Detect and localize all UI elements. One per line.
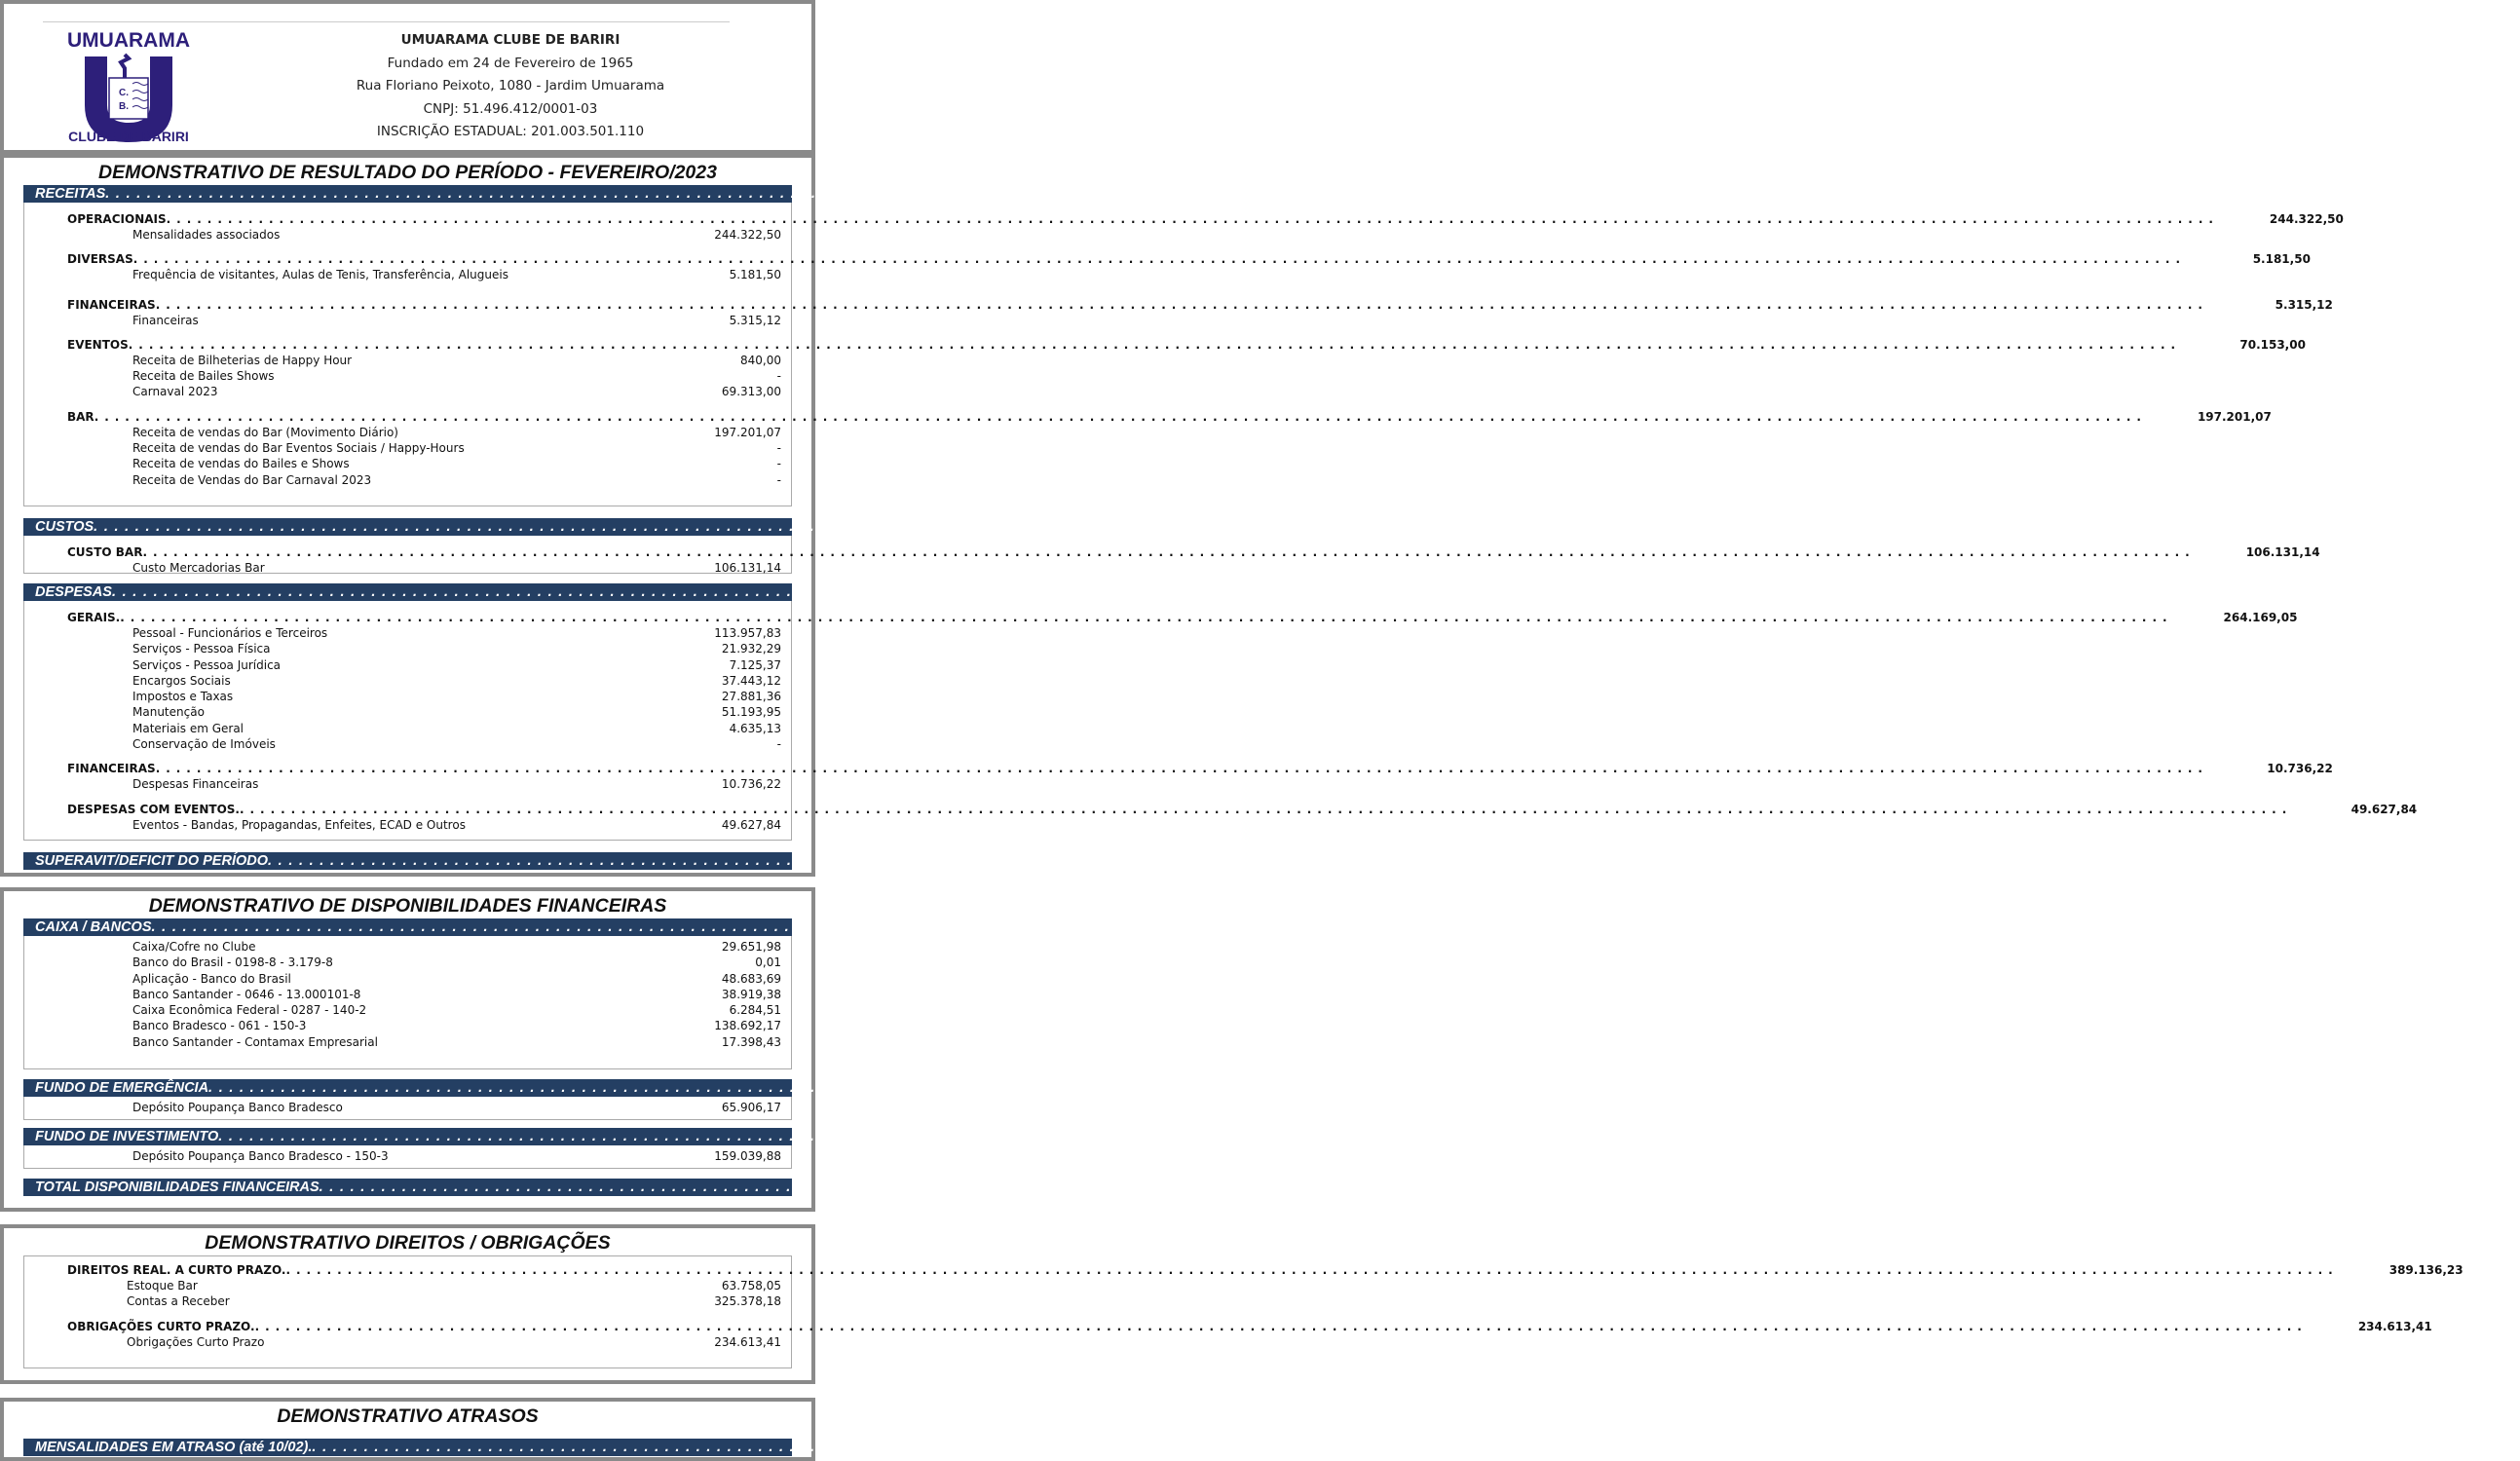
bar-value: 65.906,17 bbox=[2346, 1080, 2410, 1096]
club-info bbox=[316, 29, 705, 144]
line-item bbox=[67, 560, 781, 576]
line-item-label: Depósito Poupança Banco Bradesco - 150-3 bbox=[132, 1149, 389, 1163]
line-item bbox=[67, 227, 781, 243]
line-item-label: Despesas Financeiras bbox=[132, 777, 259, 792]
group-label: BAR bbox=[67, 409, 94, 424]
section-title: DEMONSTRATIVO DE DISPONIBILIDADES FINANCEIRAS bbox=[148, 895, 667, 917]
group bbox=[67, 761, 2203, 776]
line-item-label: Receita de Vendas do Bar Carnaval 2023 bbox=[132, 472, 372, 487]
line-item-value: 197.201,07 bbox=[714, 425, 781, 439]
statement-panel bbox=[0, 1224, 2464, 1384]
group bbox=[67, 802, 2287, 817]
account-group bbox=[67, 1262, 2464, 1310]
group-total: 5.315,12 bbox=[2275, 297, 2333, 312]
account-group bbox=[67, 761, 2333, 792]
bar-label: MENSALIDADES EM ATRASO (até 10/02). bbox=[35, 1440, 313, 1455]
dot-leader: . . . . . . . . . . . . . . . . . . . . . . . . . . . . . . . . . . . . . . . . . . . . . . . . . . . . . . . . . . . . . . . . . . . . . . . . . . . . . . . . . . . . . . . . . . . . . . . . . . . . . . . . . . . . . . . . . . . . . . . . . . . . . . . . . . . . . . . . . . . . . . . . . . . . . . . . . . . . . . . . . . . . . . . . . . . . . . . . . . . . . . . . . . . . . . . . . . . . . . . . bbox=[94, 409, 2142, 424]
line-item bbox=[67, 971, 781, 987]
account-group bbox=[67, 1100, 781, 1115]
group-label: DIREITOS REAL. A CURTO PRAZO. bbox=[67, 1263, 286, 1277]
account-group bbox=[67, 610, 2298, 752]
account-group bbox=[67, 1148, 781, 1164]
bar bbox=[35, 1080, 2279, 1096]
bar-label: RECEITAS bbox=[35, 186, 106, 202]
line-item-value: 113.957,83 bbox=[714, 626, 781, 640]
dot-leader: . . . . . . . . . . . . . . . . . . . . . . . . . . . . . . . . . . . . . . . . . . . . . . . . . . . . . . . . . . . . . . . . . . . . . . . . . . . . . . . . . . . . . . . . . . . . . . . . . . . . . . . . . . . . . . . . . . . . . . . . . . . . . . . . . . . . . . . . . . . . . . . . . . . . . . . . . . . . . . . . . . . . . . . . . . . . . . . . . . . . . . . . . . . . . . . . . . . . . . . . bbox=[155, 762, 2203, 776]
dot-leader: . . . . . . . . . . . . . . . . . . . . . . . . . . . . . . . . . . . . . . . . . . . . . . . . . . . . . . . . . . . . . . . . . . . . . . . . . . . . . . . . . . . . . . . . . . . . . . . . . . . . . . . . . . . . . . . . . . . . . . . . . . . . . . . . . . . . . . . . . . . . . . . . . . . . . . . . . . . . . . . . . . . . . . . . . . . . . . . . . . . . . . . . . . . . . . . . . . . . . . . . bbox=[132, 252, 2181, 267]
line-item-value: - bbox=[776, 472, 781, 487]
group-total: 244.322,50 bbox=[2269, 212, 2344, 226]
line-item bbox=[67, 736, 781, 752]
line-item-value: 106.131,14 bbox=[714, 561, 781, 575]
account-group bbox=[67, 802, 2418, 833]
bar-label: FUNDO DE INVESTIMENTO bbox=[35, 1129, 219, 1144]
group-label: OPERACIONAIS bbox=[67, 212, 167, 226]
dot-leader: . . . . . . . . . . . . . . . . . . . . . . . . . . . . . . . . . . . . . . . . . . . . . . . . . . . . . . . . . . . . . . . . . . . . . . . . . . . . . . . . . . . . . . . . . . . . . . . . . . . . . . . . . . . . . . . . . . . . . . . . . . . . . . . . . . . . . . . . . . . . . . . . . . . . . . . . . . . . . . . . . . . . . . . . . . . . . . . . . . . . . . . . . . . . . . . . . . . . . . . . bbox=[151, 919, 2223, 935]
line-item-label: Contas a Receber bbox=[127, 1294, 230, 1309]
group-header bbox=[67, 610, 2298, 625]
section-title: DEMONSTRATIVO DIREITOS / OBRIGAÇÕES bbox=[205, 1232, 611, 1254]
section-total-bar bbox=[23, 518, 2295, 536]
line-item-value: 7.125,37 bbox=[729, 657, 781, 672]
line-item-value: 325.378,18 bbox=[714, 1294, 781, 1309]
group bbox=[67, 409, 2142, 425]
line-item bbox=[67, 368, 781, 384]
section-box bbox=[23, 1145, 792, 1169]
line-item bbox=[67, 641, 781, 656]
group-label: EVENTOS bbox=[67, 337, 129, 352]
section-box bbox=[23, 601, 2418, 841]
bar-value: 159.039,88 bbox=[2348, 1129, 2420, 1144]
address: Rua Floriano Peixoto, 1080 - Jardim Umuarama bbox=[356, 78, 665, 94]
line-item-value: 4.635,13 bbox=[729, 721, 781, 735]
line-item-label: Conservação de Imóveis bbox=[132, 737, 276, 752]
dot-leader: . . . . . . . . . . . . . . . . . . . . . . . . . . . . . . . . . . . . . . . . . . . . . . . . . . . . . . . . . . . . . . . . . . . . . . . . . . . . . . . . . . . . . . . . . . . . . . . . . . . . . . . . . . . . . . . . . . . . . . . . . . . . . . . . . . . . . . . . . . . . . . . . . . . . . . . . . . . . . . . . . . . . . . . . . . . . . . . . . . . . . . . . . . . . . . . . . . . . . . . . bbox=[94, 519, 2165, 535]
line-item bbox=[67, 721, 781, 736]
line-item-value: 5.315,12 bbox=[729, 313, 781, 327]
group-label: OBRIGAÇÕES CURTO PRAZO. bbox=[67, 1319, 255, 1333]
svg-text:C.: C. bbox=[119, 88, 129, 98]
header-panel bbox=[0, 0, 815, 154]
group-header bbox=[67, 297, 2333, 313]
group-total: 49.627,84 bbox=[2351, 802, 2418, 816]
bar-label: FUNDO DE EMERGÊNCIA bbox=[35, 1080, 209, 1096]
line-item-label: Obrigações Curto Prazo bbox=[127, 1334, 265, 1349]
line-item bbox=[67, 384, 781, 399]
section-title: DEMONSTRATIVO ATRASOS bbox=[277, 1405, 539, 1427]
group-total: 264.169,05 bbox=[2223, 611, 2298, 624]
account-group bbox=[67, 297, 2333, 328]
group-header bbox=[67, 761, 2333, 776]
group-total: 197.201,07 bbox=[2197, 409, 2272, 424]
line-item-value: 51.193,95 bbox=[721, 705, 781, 720]
group-header bbox=[67, 251, 2311, 267]
line-item bbox=[67, 1148, 781, 1164]
account-group bbox=[67, 1319, 2432, 1350]
line-item-value: 21.932,29 bbox=[721, 642, 781, 656]
line-item-label: Banco Santander - Contamax Empresarial bbox=[132, 1034, 378, 1049]
section-box bbox=[23, 1255, 2464, 1368]
account-group bbox=[67, 337, 2306, 400]
line-item-label: Aplicação - Banco do Brasil bbox=[132, 971, 291, 986]
line-item-value: 10.736,22 bbox=[721, 777, 781, 792]
dot-leader: . . . . . . . . . . . . . . . . . . . . . . . . . . . . . . . . . . . . . . . . . . . . . . . . . . . . . . . . . . . . . . . . . . . . . . . . . . . . . . . . . . . . . . . . . . . . . . . . . . . . . . . . . . . . . . . . . . . . . . . . . . . . . . . . . . . . . . . . . . . . . . . . . . . . . . . . . . . . . . . . . . . . . . . . . . . . . . . . . . . . . . . . . . . . . . . . . . . . . . . . bbox=[312, 1440, 2384, 1455]
line-item-value: 49.627,84 bbox=[721, 817, 781, 832]
statement-panel bbox=[0, 154, 2469, 877]
line-item bbox=[67, 440, 781, 456]
bar bbox=[35, 1440, 2384, 1455]
group-label: DESPESAS COM EVENTOS. bbox=[67, 802, 240, 816]
line-item-label: Banco Bradesco - 061 - 150-3 bbox=[132, 1019, 307, 1033]
line-item-value: 840,00 bbox=[740, 353, 781, 367]
line-item-label: Materiais em Geral bbox=[132, 721, 244, 735]
bar bbox=[35, 919, 2223, 935]
group-label: GERAIS. bbox=[67, 611, 121, 624]
group bbox=[67, 1319, 2303, 1334]
logo-caption: CLUBE DE BARIRI bbox=[68, 129, 189, 144]
line-item-value: 17.398,43 bbox=[721, 1034, 781, 1049]
group-total: 106.131,14 bbox=[2245, 545, 2320, 559]
group-total: 234.613,41 bbox=[2357, 1319, 2432, 1333]
line-item-label: Receita de Bailes Shows bbox=[132, 369, 275, 384]
account-group bbox=[67, 409, 2272, 488]
dot-leader: . . . . . . . . . . . . . . . . . . . . . . . . . . . . . . . . . . . . . . . . . . . . . . . . . . . . . . . . . . . . . . . . . . . . . . . . . . . . . . . . . . . . . . . . . . . . . . . . . . . . . . . . . . . . . . . . . . . . . . . . . . . . . . . . . . . . . . . . . . . . . . . . . . . . . . . . . . . . . . . . . . . . . . . . . . . . . . . . . . . . . . . . . . . . . . . . . . . . . . . . bbox=[120, 611, 2168, 624]
line-item bbox=[67, 625, 781, 641]
line-item-label: Carnaval 2023 bbox=[132, 385, 218, 399]
line-item bbox=[67, 1002, 781, 1018]
section-total-bar bbox=[23, 1128, 2420, 1145]
account-group bbox=[67, 211, 2344, 243]
line-item bbox=[67, 987, 781, 1002]
line-item-label: Encargos Sociais bbox=[132, 673, 231, 688]
bar-label: DESPESAS bbox=[35, 584, 112, 600]
line-item-value: 0,01 bbox=[755, 955, 781, 970]
line-item-value: 37.443,12 bbox=[721, 673, 781, 688]
line-item-label: Estoque Bar bbox=[127, 1279, 198, 1292]
section-box bbox=[23, 203, 2344, 506]
dot-leader: . . . . . . . . . . . . . . . . . . . . . . . . . . . . . . . . . . . . . . . . . . . . . . . . . . . . . . . . . . . . . . . . . . . . . . . . . . . . . . . . . . . . . . . . . . . . . . . . . . . . . . . . . . . . . . . . . . . . . . . . . . . . . . . . . . . . . . . . . . . . . . . . . . . . . . . . . . . . . . . . . . . . . . . . . . . . . . . . . . . . . . . . . . . . . . . . . . . . . . . . bbox=[142, 545, 2191, 559]
line-item-label: Receita de vendas do Bar (Movimento Diário) bbox=[132, 425, 398, 439]
line-item-value: 38.919,38 bbox=[721, 987, 781, 1001]
bar-value: 9.600,00 bbox=[2458, 1440, 2513, 1455]
line-item bbox=[67, 776, 781, 792]
bar-label: CUSTOS bbox=[35, 519, 94, 535]
group bbox=[67, 297, 2203, 313]
dot-leader: . . . . . . . . . . . . . . . . . . . . . . . . . . . . . . . . . . . . . . . . . . . . . . . . . . . . . . . . . . . . . . . . . . . . . . . . . . . . . . . . . . . . . . . . . . . . . . . . . . . . . . . . . . . . . . . . . . . . . . . . . . . . . . . . . . . . . . . . . . . . . . . . . . . . . . . . . . . . . . . . . . . . . . . . . . . . . . . . . . . . . . . . . . . . . . . . . . . . . . . . bbox=[268, 853, 2340, 869]
line-item bbox=[67, 1100, 781, 1115]
section-total-bar bbox=[23, 1439, 2513, 1456]
bar-value: 522.173,19 bbox=[2235, 186, 2307, 202]
line-item-label: Serviços - Pessoa Jurídica bbox=[132, 657, 282, 672]
line-item-label: Custo Mercadorias Bar bbox=[132, 561, 265, 575]
line-item bbox=[67, 267, 781, 282]
group bbox=[67, 610, 2167, 625]
dot-leader: . . . . . . . . . . . . . . . . . . . . . . . . . . . . . . . . . . . . . . . . . . . . . . . . . . . . . . . . . . . . . . . . . . . . . . . . . . . . . . . . . . . . . . . . . . . . . . . . . . . . . . . . . . . . . . . . . . . . . . . . . . . . . . . . . . . . . . . . . . . . . . . . . . . . . . . . . . . . . . . . . . . . . . . . . . . . . . . . . . . . . . . . . . . . . . . . . . . . . . . . bbox=[128, 337, 2176, 352]
line-item-label: Mensalidades associados bbox=[132, 228, 281, 242]
bar-label: SUPERAVIT/DEFICIT DO PERÍODO bbox=[35, 853, 269, 869]
group-label: CUSTO BAR bbox=[67, 545, 143, 559]
group-label: FINANCEIRAS bbox=[67, 762, 156, 776]
dot-leader: . . . . . . . . . . . . . . . . . . . . . . . . . . . . . . . . . . . . . . . . . . . . . . . . . . . . . . . . . . . . . . . . . . . . . . . . . . . . . . . . . . . . . . . . . . . . . . . . . . . . . . . . . . . . . . . . . . . . . . . . . . . . . . . . . . . . . . . . . . . . . . . . . . . . . . . . . . . . . . . . . . . . . . . . . . . . . . . . . . . . . . . . . . . . . . . . . . . . . . . . bbox=[105, 186, 2177, 202]
section-total-bar bbox=[23, 852, 2469, 870]
group-total: 5.181,50 bbox=[2252, 252, 2311, 267]
line-item bbox=[67, 1034, 781, 1050]
dot-leader: . . . . . . . . . . . . . . . . . . . . . . . . . . . . . . . . . . . . . . . . . . . . . . . . . . . . . . . . . . . . . . . . . . . . . . . . . . . . . . . . . . . . . . . . . . . . . . . . . . . . . . . . . . . . . . . . . . . . . . . . . . . . . . . . . . . . . . . . . . . . . . . . . . . . . . . . . . . . . . . . . . . . . . . . . . . . . . . . . . . . . . . . . . . . . . . . . . . . . . . . bbox=[218, 1129, 2290, 1144]
line-item bbox=[67, 704, 781, 720]
line-item-label: Caixa/Cofre no Clube bbox=[132, 940, 256, 954]
line-item-value: 29.651,98 bbox=[721, 940, 781, 954]
line-item-label: Manutenção bbox=[132, 705, 205, 720]
bar bbox=[35, 853, 2339, 869]
line-item-label: Caixa Econômica Federal - 0287 - 140-2 bbox=[132, 1003, 367, 1018]
bar-value: 106.131,14 bbox=[2223, 519, 2295, 535]
cnpj: CNPJ: 51.496.412/0001-03 bbox=[423, 100, 598, 117]
state-registration: INSCRIÇÃO ESTADUAL: 201.003.501.110 bbox=[376, 124, 645, 139]
line-item-value: 138.692,17 bbox=[714, 1019, 781, 1033]
line-item-value: - bbox=[776, 737, 781, 752]
group-label: FINANCEIRAS bbox=[67, 297, 156, 312]
group-header bbox=[67, 211, 2344, 227]
group bbox=[67, 544, 2191, 560]
group-header bbox=[67, 802, 2418, 817]
line-item bbox=[67, 425, 781, 440]
line-item-label: Pessoal - Funcionários e Terceiros bbox=[132, 626, 328, 640]
section-total-bar bbox=[23, 1079, 2410, 1097]
section-total-bar bbox=[23, 1179, 2520, 1196]
line-item bbox=[67, 1334, 781, 1350]
line-item-label: Banco Santander - 0646 - 13.000101-8 bbox=[132, 987, 361, 1001]
line-item bbox=[67, 456, 781, 471]
group-total: 10.736,22 bbox=[2267, 762, 2333, 776]
line-item-value: 69.313,00 bbox=[721, 385, 781, 399]
line-item bbox=[67, 673, 781, 689]
group-header bbox=[67, 544, 2320, 560]
section-total-bar bbox=[23, 918, 2352, 936]
bar-label: CAIXA / BANCOS bbox=[35, 919, 152, 935]
section-box bbox=[23, 936, 792, 1069]
account-group bbox=[67, 251, 2311, 282]
section-box bbox=[23, 1097, 792, 1120]
bar bbox=[35, 519, 2164, 535]
line-item-label: Financeiras bbox=[132, 313, 199, 327]
line-item bbox=[67, 1278, 781, 1293]
club-name: UMUARAMA CLUBE DE BARIRI bbox=[400, 32, 621, 48]
line-item bbox=[67, 939, 781, 955]
statement-panel bbox=[0, 1398, 2513, 1461]
line-item-label: Frequência de visitantes, Aulas de Tenis, Transferência, Alugueis bbox=[132, 268, 508, 282]
line-item bbox=[67, 1018, 781, 1033]
line-item-value: 234.613,41 bbox=[714, 1334, 781, 1349]
group-header bbox=[67, 1319, 2432, 1334]
svg-text:UMUARAMA: UMUARAMA bbox=[67, 29, 190, 52]
statement-panel bbox=[0, 887, 2520, 1212]
line-item-value: 244.322,50 bbox=[714, 228, 781, 242]
line-item-label: Receita de vendas do Bar Eventos Sociais / Happy-Hours bbox=[132, 441, 465, 456]
group bbox=[67, 337, 2176, 353]
group bbox=[67, 251, 2181, 267]
dot-leader: . . . . . . . . . . . . . . . . . . . . . . . . . . . . . . . . . . . . . . . . . . . . . . . . . . . . . . . . . . . . . . . . . . . . . . . . . . . . . . . . . . . . . . . . . . . . . . . . . . . . . . . . . . . . . . . . . . . . . . . . . . . . . . . . . . . . . . . . . . . . . . . . . . . . . . . . . . . . . . . . . . . . . . . . . . . . . . . . . . . . . . . . . . . . . . . . . . . . . . . . bbox=[111, 584, 2184, 600]
bar-value: 324.533,11 bbox=[2242, 584, 2313, 600]
line-item-label: Receita de vendas do Bailes e Shows bbox=[132, 457, 350, 471]
line-item bbox=[67, 313, 781, 328]
group-label: DIVERSAS bbox=[67, 252, 133, 267]
line-item bbox=[67, 689, 781, 704]
line-item-value: 159.039,88 bbox=[714, 1149, 781, 1163]
line-item-value: 5.181,50 bbox=[729, 268, 781, 282]
dot-leader: . . . . . . . . . . . . . . . . . . . . . . . . . . . . . . . . . . . . . . . . . . . . . . . . . . . . . . . . . . . . . . . . . . . . . . . . . . . . . . . . . . . . . . . . . . . . . . . . . . . . . . . . . . . . . . . . . . . . . . . . . . . . . . . . . . . . . . . . . . . . . . . . . . . . . . . . . . . . . . . . . . . . . . . . . . . . . . . . . . . . . . . . . . . . . . . . . . . . . . . . bbox=[155, 297, 2203, 312]
line-item-label: Banco do Brasil - 0198-8 - 3.179-8 bbox=[132, 955, 333, 970]
bar bbox=[35, 1180, 2390, 1195]
line-item bbox=[67, 1293, 781, 1309]
line-item bbox=[67, 657, 781, 673]
section-total-bar bbox=[23, 185, 2307, 203]
line-item-value: - bbox=[776, 369, 781, 384]
dot-leader: . . . . . . . . . . . . . . . . . . . . . . . . . . . . . . . . . . . . . . . . . . . . . . . . . . . . . . . . . . . . . . . . . . . . . . . . . . . . . . . . . . . . . . . . . . . . . . . . . . . . . . . . . . . . . . . . . . . . . . . . . . . . . . . . . . . . . . . . . . . . . . . . . . . . . . . . . . . . . . . . . . . . . . . . . . . . . . . . . . . . . . . . . . . . . . . . . . . . . . . . bbox=[285, 1263, 2334, 1277]
line-item-label: Receita de Bilheterias de Happy Hour bbox=[132, 353, 353, 367]
line-item-value: - bbox=[776, 441, 781, 456]
account-group bbox=[67, 544, 2320, 576]
line-item bbox=[67, 817, 781, 833]
svg-text:B.: B. bbox=[119, 101, 129, 112]
group-header bbox=[67, 337, 2306, 353]
line-item bbox=[67, 472, 781, 488]
dot-leader: . . . . . . . . . . . . . . . . . . . . . . . . . . . . . . . . . . . . . . . . . . . . . . . . . . . . . . . . . . . . . . . . . . . . . . . . . . . . . . . . . . . . . . . . . . . . . . . . . . . . . . . . . . . . . . . . . . . . . . . . . . . . . . . . . . . . . . . . . . . . . . . . . . . . . . . . . . . . . . . . . . . . . . . . . . . . . . . . . . . . . . . . . . . . . . . . . . . . . . . . bbox=[208, 1080, 2280, 1096]
bar bbox=[35, 1129, 2289, 1144]
line-item-value: 6.284,51 bbox=[729, 1003, 781, 1018]
bar-value: 91.508,94 bbox=[2405, 853, 2469, 869]
line-item-label: Depósito Poupança Banco Bradesco bbox=[132, 1101, 343, 1114]
section-title: DEMONSTRATIVO DE RESULTADO DO PERÍODO - FEVEREIRO/2023 bbox=[98, 162, 717, 183]
line-item-label: Serviços - Pessoa Física bbox=[132, 642, 271, 656]
section-box bbox=[23, 536, 2320, 575]
line-item-value: 27.881,36 bbox=[721, 690, 781, 704]
line-item-value: 63.758,05 bbox=[721, 1279, 781, 1292]
group-header bbox=[67, 409, 2272, 425]
dot-leader: . . . . . . . . . . . . . . . . . . . . . . . . . . . . . . . . . . . . . . . . . . . . . . . . . . . . . . . . . . . . . . . . . . . . . . . . . . . . . . . . . . . . . . . . . . . . . . . . . . . . . . . . . . . . . . . . . . . . . . . . . . . . . . . . . . . . . . . . . . . . . . . . . . . . . . . . . . . . . . . . . . . . . . . . . . . . . . . . . . . . . . . . . . . . . . . . . . . . . . . . bbox=[254, 1319, 2303, 1333]
dot-leader: . . . . . . . . . . . . . . . . . . . . . . . . . . . . . . . . . . . . . . . . . . . . . . . . . . . . . . . . . . . . . . . . . . . . . . . . . . . . . . . . . . . . . . . . . . . . . . . . . . . . . . . . . . . . . . . . . . . . . . . . . . . . . . . . . . . . . . . . . . . . . . . . . . . . . . . . . . . . . . . . . . . . . . . . . . . . . . . . . . . . . . . . . . . . . . . . . . . . . . . . bbox=[166, 212, 2214, 226]
line-item-value: 65.906,17 bbox=[721, 1101, 781, 1114]
line-item bbox=[67, 955, 781, 970]
founded-date: Fundado em 24 de Fevereiro de 1965 bbox=[387, 55, 634, 71]
dot-leader: . . . . . . . . . . . . . . . . . . . . . . . . . . . . . . . . . . . . . . . . . . . . . . . . . . . . . . . . . . . . . . . . . . . . . . . . . . . . . . . . . . . . . . . . . . . . . . . . . . . . . . . . . . . . . . . . . . . . . . . . . . . . . . . . . . . . . . . . . . . . . . . . . . . . . . . . . . . . . . . . . . . . . . . . . . . . . . . . . . . . . . . . . . . . . . . . . . . . . . . . bbox=[319, 1180, 2390, 1195]
group bbox=[67, 211, 2214, 227]
group-header bbox=[67, 1262, 2464, 1278]
account-group bbox=[67, 939, 781, 1050]
section-total-bar bbox=[23, 583, 2313, 601]
group-total: 389.136,23 bbox=[2388, 1263, 2464, 1277]
bar bbox=[35, 186, 2176, 202]
bar bbox=[35, 584, 2183, 600]
line-item-label: Eventos - Bandas, Propagandas, Enfeites, ECAD e Outros bbox=[132, 817, 466, 832]
line-item bbox=[67, 353, 781, 368]
line-item-value: 48.683,69 bbox=[721, 971, 781, 986]
line-item-label: Impostos e Taxas bbox=[132, 690, 234, 704]
line-item-value: - bbox=[776, 457, 781, 471]
group-total: 70.153,00 bbox=[2239, 337, 2306, 352]
dot-leader: . . . . . . . . . . . . . . . . . . . . . . . . . . . . . . . . . . . . . . . . . . . . . . . . . . . . . . . . . . . . . . . . . . . . . . . . . . . . . . . . . . . . . . . . . . . . . . . . . . . . . . . . . . . . . . . . . . . . . . . . . . . . . . . . . . . . . . . . . . . . . . . . . . . . . . . . . . . . . . . . . . . . . . . . . . . . . . . . . . . . . . . . . . . . . . . . . . . . . . . . bbox=[239, 802, 2288, 816]
bar-value: 279.630,17 bbox=[2281, 919, 2352, 935]
bar-label: TOTAL DISPONIBILIDADES FINANCEIRAS bbox=[35, 1180, 320, 1195]
group bbox=[67, 1262, 2334, 1278]
bar-value: 504.576,22 bbox=[2449, 1180, 2520, 1195]
